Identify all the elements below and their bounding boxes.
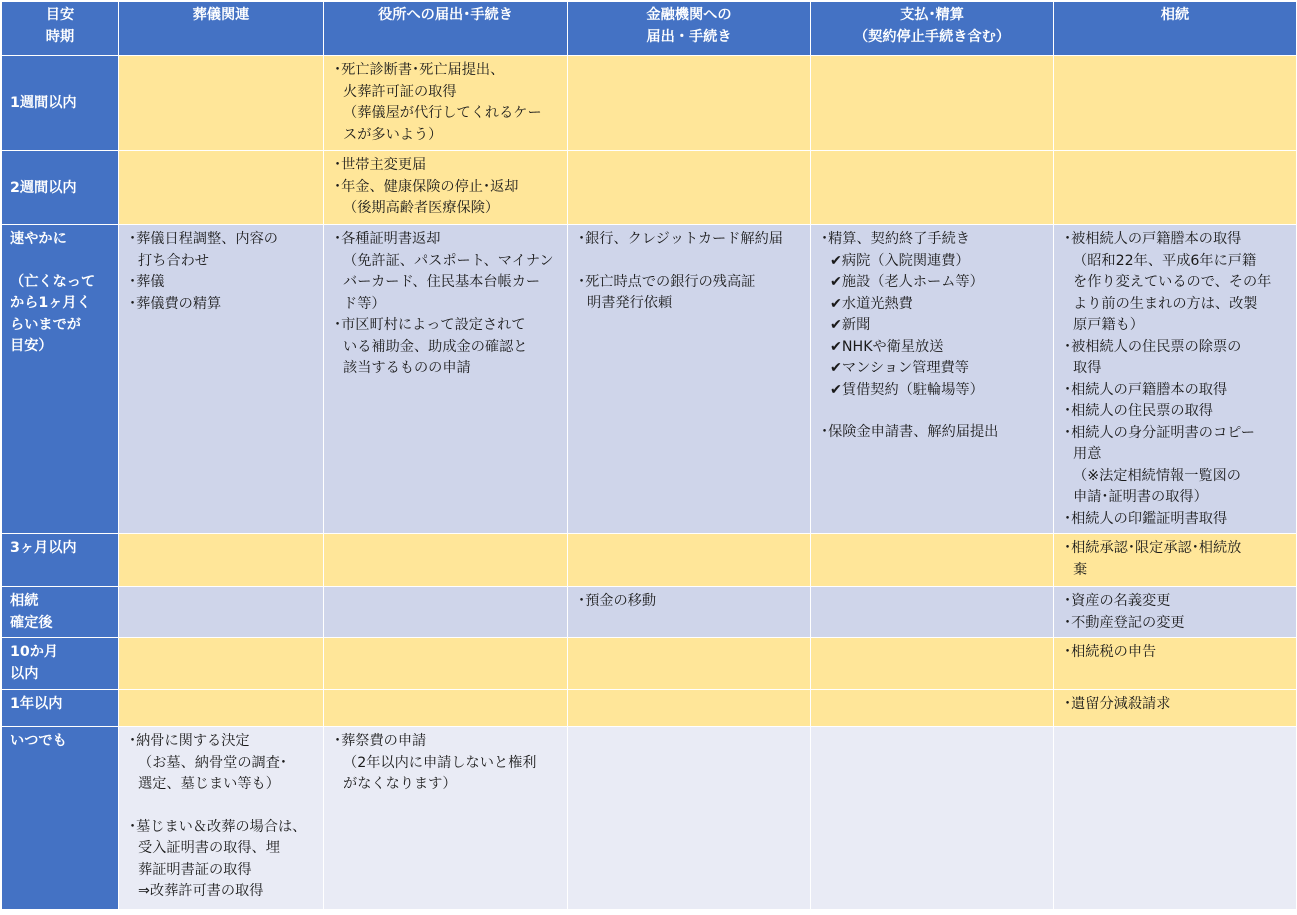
cell: [568, 690, 811, 727]
row-label-after-inheritance: 相続 確定後: [2, 587, 119, 638]
cell: [811, 534, 1054, 587]
cell: [1054, 727, 1297, 910]
cell: [324, 690, 568, 727]
cell: ･資産の名義変更 ･不動産登記の変更: [1054, 587, 1297, 638]
cell: [324, 638, 568, 690]
header-financial: 金融機関への 届出・手続き: [568, 2, 811, 56]
cell: [119, 587, 324, 638]
cell: [568, 727, 811, 910]
cell: [811, 690, 1054, 727]
cell: [1054, 151, 1297, 225]
header-timing: 目安 時期: [2, 2, 119, 56]
cell: ･葬儀日程調整、内容の 打ち合わせ ･葬儀 ･葬儀費の精算: [119, 225, 324, 534]
cell: [811, 151, 1054, 225]
cell: [568, 56, 811, 151]
header-row: [2, 2, 1297, 56]
cell: ･銀行、クレジットカード解約届 ･死亡時点での銀行の残高証 明書発行依頼: [568, 225, 811, 534]
cell: [324, 587, 568, 638]
header-funeral: 葬儀関連: [119, 2, 324, 56]
cell: [568, 151, 811, 225]
table-row: [2, 727, 1297, 910]
row-label-1week: 1週間以内: [2, 56, 119, 151]
table-row: [2, 225, 1297, 534]
table-row: [2, 534, 1297, 587]
cell: ･預金の移動: [568, 587, 811, 638]
row-label-anytime: いつでも: [2, 727, 119, 910]
cell: [119, 690, 324, 727]
cell: [324, 534, 568, 587]
row-label-1year: 1年以内: [2, 690, 119, 727]
cell: ･死亡診断書･死亡届提出、 火葬許可証の取得 （葬儀屋が代行してくれるケー スが多いよう）: [324, 56, 568, 151]
cell: [811, 638, 1054, 690]
cell: [119, 56, 324, 151]
cell: ･世帯主変更届 ･年金、健康保険の停止･返却 （後期高齢者医療保険）: [324, 151, 568, 225]
cell: ･納骨に関する決定 （お墓、納骨堂の調査･ 選定、墓じまい等も） ･墓じまい＆改葬の場合は、 受入証明書の取得、埋 葬証明書証の取得 ⇒改葬許可書の取得: [119, 727, 324, 910]
row-label-10months: 10か月 以内: [2, 638, 119, 690]
cell: [1054, 56, 1297, 151]
cell: [119, 534, 324, 587]
header-inheritance: 相続: [1054, 2, 1297, 56]
cell: [119, 151, 324, 225]
cell: ･相続承認･限定承認･相続放 棄: [1054, 534, 1297, 587]
cell: ･葬祭費の申請 （2年以内に申請しないと権利 がなくなります）: [324, 727, 568, 910]
header-government: 役所への届出･手続き: [324, 2, 568, 56]
cell: ･各種証明書返却 （免許証、パスポート、マイナン バーカード、住民基本台帳カー ド等） ･市区町村によって設定されて いる補助金、助成金の確認と 該当するものの申請: [324, 225, 568, 534]
cell: [811, 587, 1054, 638]
table-row: [2, 151, 1297, 225]
table-row: [2, 690, 1297, 727]
schedule-table: [1, 1, 1297, 910]
table-row: [2, 638, 1297, 690]
cell: ･相続税の申告: [1054, 638, 1297, 690]
row-label-3months: 3ヶ月以内: [2, 534, 119, 587]
cell: [568, 534, 811, 587]
cell: [119, 638, 324, 690]
row-label-2weeks: 2週間以内: [2, 151, 119, 225]
cell: [811, 727, 1054, 910]
cell: ･精算、契約終了手続き ✔病院（入院関連費） ✔施設（老人ホーム等） ✔水道光熱費 ✔新聞 ✔NHKや衛星放送 ✔マンション管理費等 ✔賃借契約（駐輪場等） ･保険金申請書、解約届提出: [811, 225, 1054, 534]
cell: [811, 56, 1054, 151]
header-payment: 支払･精算 （契約停止手続き含む）: [811, 2, 1054, 56]
table-row: [2, 56, 1297, 151]
cell: ･遺留分減殺請求: [1054, 690, 1297, 727]
row-label-promptly: 速やかに （亡くなって から1ヶ月く らいまでが 目安）: [2, 225, 119, 534]
cell: ･被相続人の戸籍謄本の取得 （昭和22年、平成6年に戸籍 を作り変えているので、その年 より前の生まれの方は、改製 原戸籍も） ･被相続人の住民票の除票の 取得 ･相続人の戸籍謄本の取得 ･相続人の住民票の取得 ･相続人の身分証明書のコピー 用意 （※法定相続情報一覧図の 申請･証明書の取得） ･相続人の印鑑証明書取得: [1054, 225, 1297, 534]
cell: [568, 638, 811, 690]
table-row: [2, 587, 1297, 638]
